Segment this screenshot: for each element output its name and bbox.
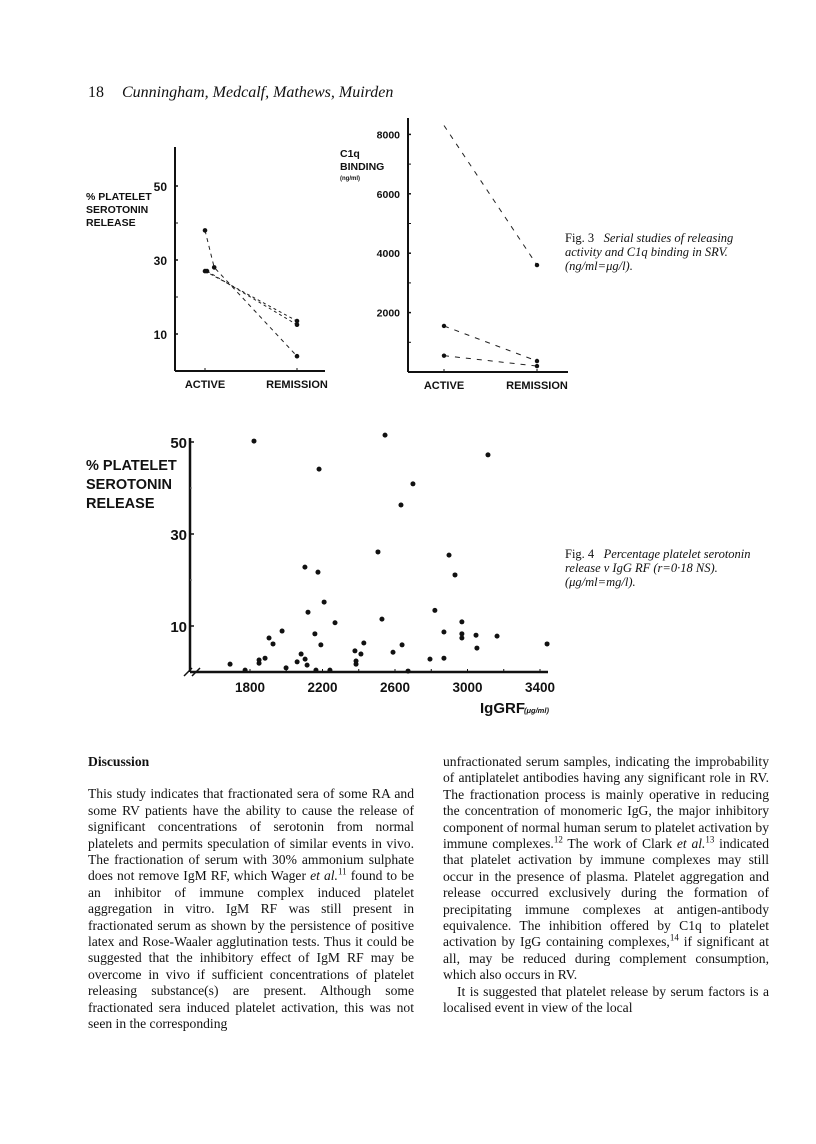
data-point [459, 635, 464, 640]
figure-3-caption [565, 231, 785, 273]
caption-label: Fig. 3 [565, 231, 595, 245]
data-point [203, 228, 208, 233]
x-axis-label: IgGRF [480, 700, 525, 717]
data-point [406, 669, 411, 674]
caption-line: (ng/ml=μg/l). [565, 259, 633, 273]
caption-line: Percentage platelet serotonin [603, 547, 751, 561]
y-axis-unit: (ng/ml) [340, 176, 360, 182]
data-point [495, 634, 500, 639]
series-line [207, 271, 297, 325]
data-point [352, 648, 357, 653]
figure-3 [0, 0, 816, 400]
paragraph [443, 754, 769, 984]
data-point [432, 608, 437, 613]
data-point [263, 656, 268, 661]
y-tick-label: 4000 [376, 248, 400, 261]
y-tick-label: 6000 [376, 188, 400, 201]
series-line [444, 125, 537, 265]
x-tick-label: ACTIVE [184, 379, 226, 391]
data-point [442, 324, 446, 328]
data-point [383, 433, 388, 438]
data-point [398, 503, 403, 508]
data-point [361, 641, 366, 646]
data-point [228, 662, 233, 667]
data-point [295, 354, 300, 359]
x-tick-label: 3400 [524, 680, 556, 695]
data-point [333, 620, 338, 625]
text: This study indicates that fractionated sera of some RA and some RV patients have the ability to cause the release of significant concentrations of serotonin from normal platelets and permits speculation of similar events in vivo. The fractionation of serum with 30% ammonium sulphate does not remove IgM RF, which Wager [88, 786, 414, 884]
text: if significant at all, may be reduced during complement consumption, which also occurs in RV. [443, 934, 769, 983]
paragraph: It is suggested that platelet release by serum factors is a localised event in view of the local [443, 983, 769, 1016]
data-point [400, 642, 405, 647]
section-heading: Discussion [88, 754, 150, 769]
y-axis-label: BINDING [340, 161, 385, 173]
data-point [302, 565, 307, 570]
data-point [452, 572, 457, 577]
et-al: et al. [676, 836, 706, 852]
caption-line: (μg/ml=mg/l). [565, 575, 636, 589]
data-point [354, 662, 359, 667]
data-point [306, 610, 311, 615]
x-tick-label: 2600 [379, 680, 411, 695]
series-line [205, 230, 297, 356]
data-point [358, 652, 363, 657]
data-point [312, 631, 317, 636]
text: unfractionated serum samples, indicating the improbability of antiplatelet antibodies having any significant role in RV. The fractionation process is mainly operative in reducing the concentration of monomeric IgG, the major inhibitory component of normal human serum to platelet activation by immune complexes. [443, 754, 769, 852]
data-point [243, 668, 248, 673]
data-point [295, 322, 300, 327]
data-point [545, 641, 550, 646]
figure-4-caption [565, 547, 785, 589]
data-point [267, 635, 272, 640]
data-point [271, 641, 276, 646]
data-point [535, 359, 539, 363]
data-point [315, 570, 320, 575]
et-al: et al. [310, 868, 338, 884]
right-column [443, 754, 769, 1017]
caption-line: activity and C1q binding in SRV. [565, 245, 728, 259]
x-axis-unit: (μg/ml) [524, 706, 549, 715]
data-point [474, 633, 479, 638]
data-point [212, 265, 217, 270]
y-axis-label: SEROTONIN [86, 477, 172, 493]
x-tick-label: ACTIVE [423, 380, 465, 392]
data-point [295, 659, 300, 664]
x-tick-label: 3000 [452, 680, 483, 695]
data-point [427, 657, 432, 662]
data-point [313, 668, 318, 673]
data-point [317, 467, 322, 472]
caption-line: Serial studies of releasing [603, 231, 734, 245]
left-column [88, 754, 414, 1033]
paragraph [88, 786, 414, 1032]
y-axis-label: % PLATELET [86, 191, 152, 203]
data-point [322, 600, 327, 605]
authors: Cunningham, Medcalf, Mathews, Muirden [122, 84, 394, 101]
data-point [284, 665, 289, 670]
y-tick-label: 30 [170, 527, 187, 544]
data-point [447, 553, 452, 558]
y-axis-label: SEROTONIN [86, 204, 149, 216]
data-point [441, 656, 446, 661]
data-point [280, 629, 285, 634]
y-axis-label: % PLATELET [86, 458, 177, 474]
x-tick-label: REMISSION [506, 380, 568, 392]
x-tick-label: REMISSION [266, 379, 328, 391]
x-tick-label: 2200 [307, 680, 338, 695]
data-point [257, 658, 262, 663]
x-tick-label: 1800 [234, 680, 266, 695]
data-point [535, 364, 539, 368]
y-tick-label: 2000 [376, 307, 400, 320]
data-point [205, 269, 210, 274]
data-point [474, 646, 479, 651]
text: found to be an inhibitor of immune complex induced platelet aggregation in vitro. IgM RF was still present in fractionated serum as shown by the persistence of positive latex and Rose-Waaler agglutination tests. Thus it could be suggested that the inhibitory effect of IgM RF may be overcome in vivo if sufficient concentrations of platelet releasing substance(s) are present. Although some fractionated sera induced platelet activation, this was not seen in the corresponding [88, 868, 414, 1032]
y-axis-label: RELEASE [86, 217, 136, 229]
data-point [391, 650, 396, 655]
data-point [318, 642, 323, 647]
text: The work of Clark [562, 836, 677, 852]
reference-13[interactable]: 13 [705, 834, 715, 845]
reference-14[interactable]: 14 [669, 932, 679, 943]
data-point [375, 549, 380, 554]
caption-line: release v IgG RF (r=0·18 NS). [565, 561, 718, 575]
text: indicated that platelet activation by immune complexes may still occur in the presence of plasma. Platelet aggregation and release occurred exclusively during the formation of precipitating immune complexes at antigen-antibody equivalence. The inhibition offered by C1q to platelet activation by IgG containing complexes, [443, 836, 769, 950]
data-point [442, 353, 446, 357]
data-point [535, 263, 539, 267]
series-line [444, 356, 537, 366]
y-tick-label: 50 [153, 180, 167, 194]
y-tick-label: 30 [153, 254, 167, 268]
y-tick-label: 8000 [376, 129, 400, 142]
series-line [444, 326, 537, 361]
caption-label: Fig. 4 [565, 547, 595, 561]
y-tick-label: 50 [170, 435, 187, 452]
reference-11[interactable]: 11 [337, 866, 347, 877]
reference-12[interactable]: 12 [553, 834, 563, 845]
page-number: 18 [88, 84, 104, 101]
data-point [303, 657, 308, 662]
data-point [305, 663, 310, 668]
data-point [379, 617, 384, 622]
data-point [485, 452, 490, 457]
data-point [299, 652, 304, 657]
data-point [327, 668, 332, 673]
data-point [410, 481, 415, 486]
data-point [459, 619, 464, 624]
data-point [441, 629, 446, 634]
y-axis-label: RELEASE [86, 496, 155, 512]
y-tick-label: 10 [153, 328, 167, 342]
y-axis-label: C1q [340, 148, 360, 160]
data-point [251, 439, 256, 444]
y-tick-label: 10 [170, 619, 187, 636]
